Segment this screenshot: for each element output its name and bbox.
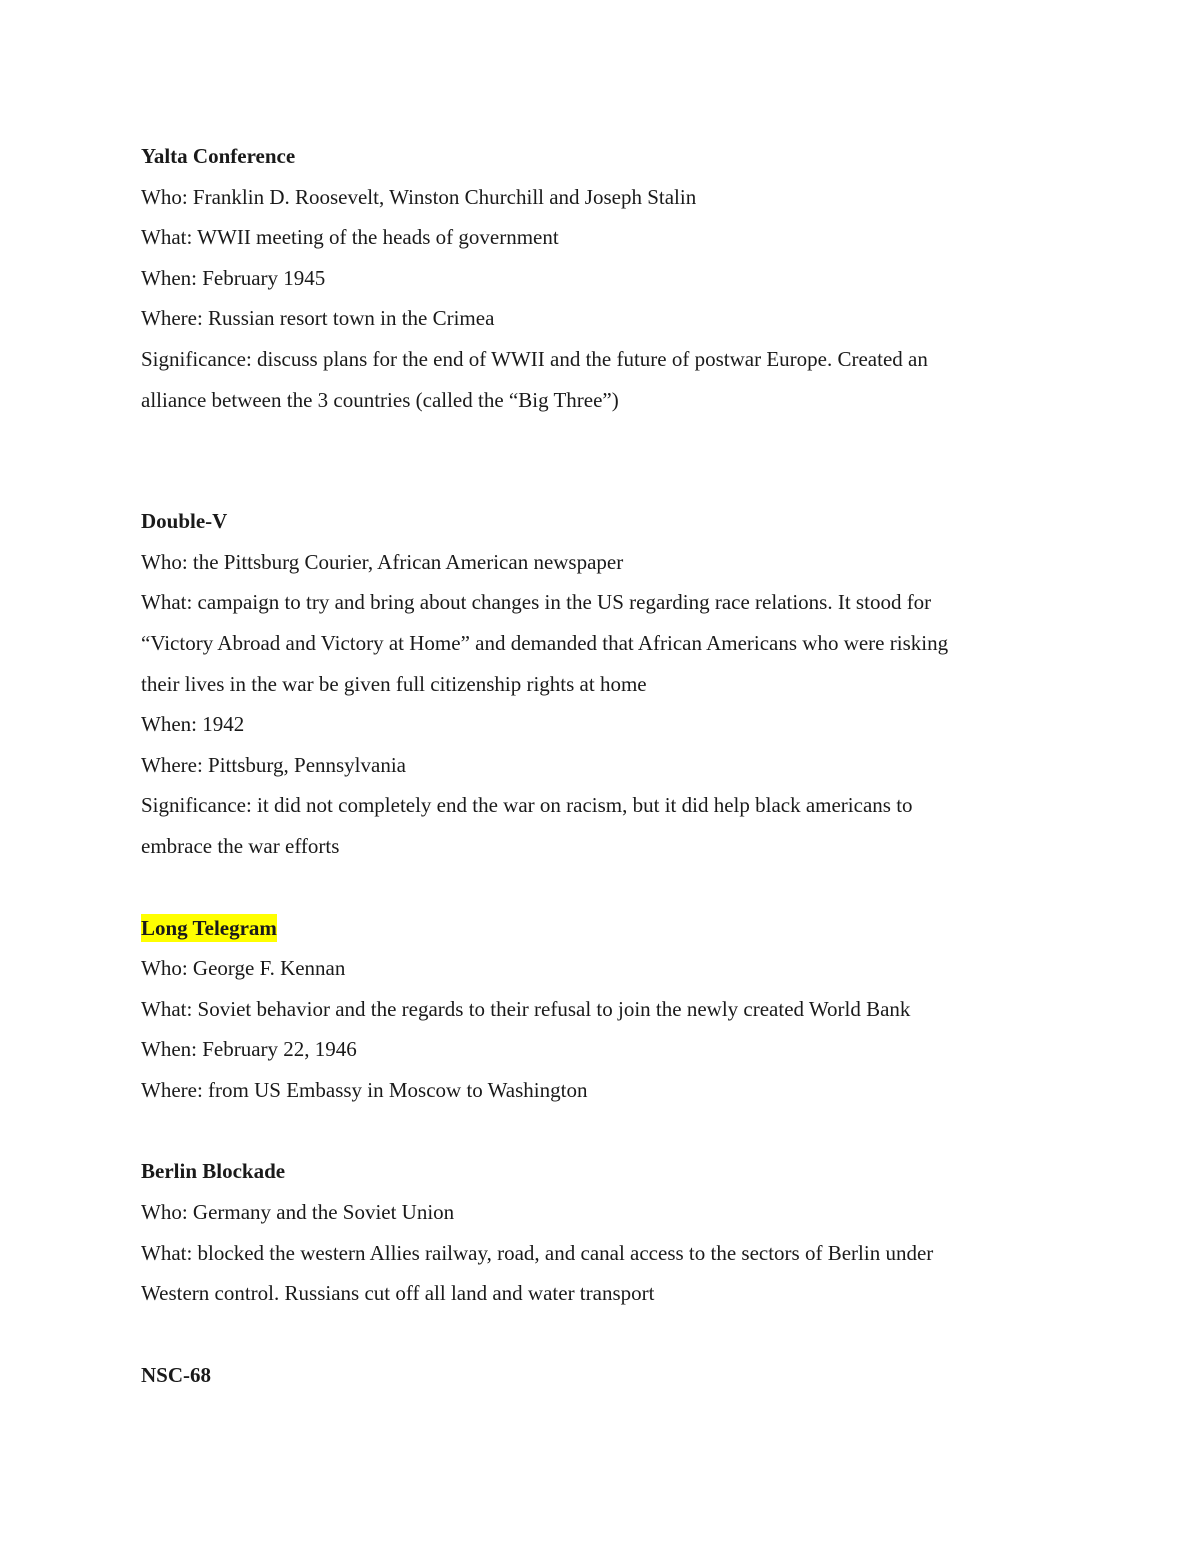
text-line: What: campaign to try and bring about changes in the US regarding race relations. It stood for [141, 590, 932, 615]
section-yalta-conference [141, 136, 1071, 420]
paragraph-spacer [141, 1110, 1071, 1151]
paragraph-spacer [141, 867, 1071, 908]
paragraph-spacer [141, 420, 1071, 501]
text-line: Who: Germany and the Soviet Union [141, 1200, 455, 1225]
text-line: What: blocked the western Allies railway, road, and canal access to the sectors of Berlin under [141, 1240, 934, 1265]
heading-text: Berlin Blockade [141, 1159, 286, 1184]
section-nsc-68 [141, 1355, 1071, 1396]
section-heading [141, 908, 1071, 949]
section-berlin-blockade [141, 1151, 1071, 1313]
text-line: What: Soviet behavior and the regards to their refusal to join the newly created World Bank [141, 996, 911, 1021]
text-line: embrace the war efforts [141, 833, 340, 858]
text-line: When: 1942 [141, 712, 245, 737]
highlighted-heading-text: Long Telegram [141, 915, 277, 940]
section-heading [141, 501, 1071, 542]
paragraph-spacer [141, 1314, 1071, 1355]
text-line: What: WWII meeting of the heads of government [141, 225, 559, 250]
heading-text: Double-V [141, 509, 228, 534]
text-line: When: February 1945 [141, 265, 326, 290]
section-heading [141, 1151, 1071, 1192]
text-line: Who: George F. Kennan [141, 956, 346, 981]
text-line: alliance between the 3 countries (called the “Big Three”) [141, 387, 619, 412]
text-line: Significance: it did not completely end the war on racism, but it did help black americans to [141, 793, 913, 818]
heading-text: Yalta Conference [141, 144, 296, 168]
text-line: Where: Russian resort town in the Crimea [141, 306, 495, 331]
section-double-v [141, 501, 1071, 866]
text-line: Western control. Russians cut off all land and water transport [141, 1281, 655, 1306]
section-heading [141, 136, 1071, 177]
text-line: Who: the Pittsburg Courier, African American newspaper [141, 549, 624, 574]
text-line: Significance: discuss plans for the end of WWII and the future of postwar Europe. Created an [141, 346, 928, 371]
text-line: their lives in the war be given full citizenship rights at home [141, 671, 647, 696]
section-heading [141, 1355, 1071, 1396]
section-long-telegram [141, 908, 1071, 1111]
document-body [141, 136, 1071, 1395]
text-line: Where: from US Embassy in Moscow to Washington [141, 1077, 588, 1102]
text-line: When: February 22, 1946 [141, 1037, 357, 1062]
text-line: Who: Franklin D. Roosevelt, Winston Churchill and Joseph Stalin [141, 184, 697, 209]
heading-text: NSC-68 [141, 1362, 212, 1387]
text-line: “Victory Abroad and Victory at Home” and demanded that African Americans who were risking [141, 630, 949, 655]
text-line: Where: Pittsburg, Pennsylvania [141, 752, 406, 777]
